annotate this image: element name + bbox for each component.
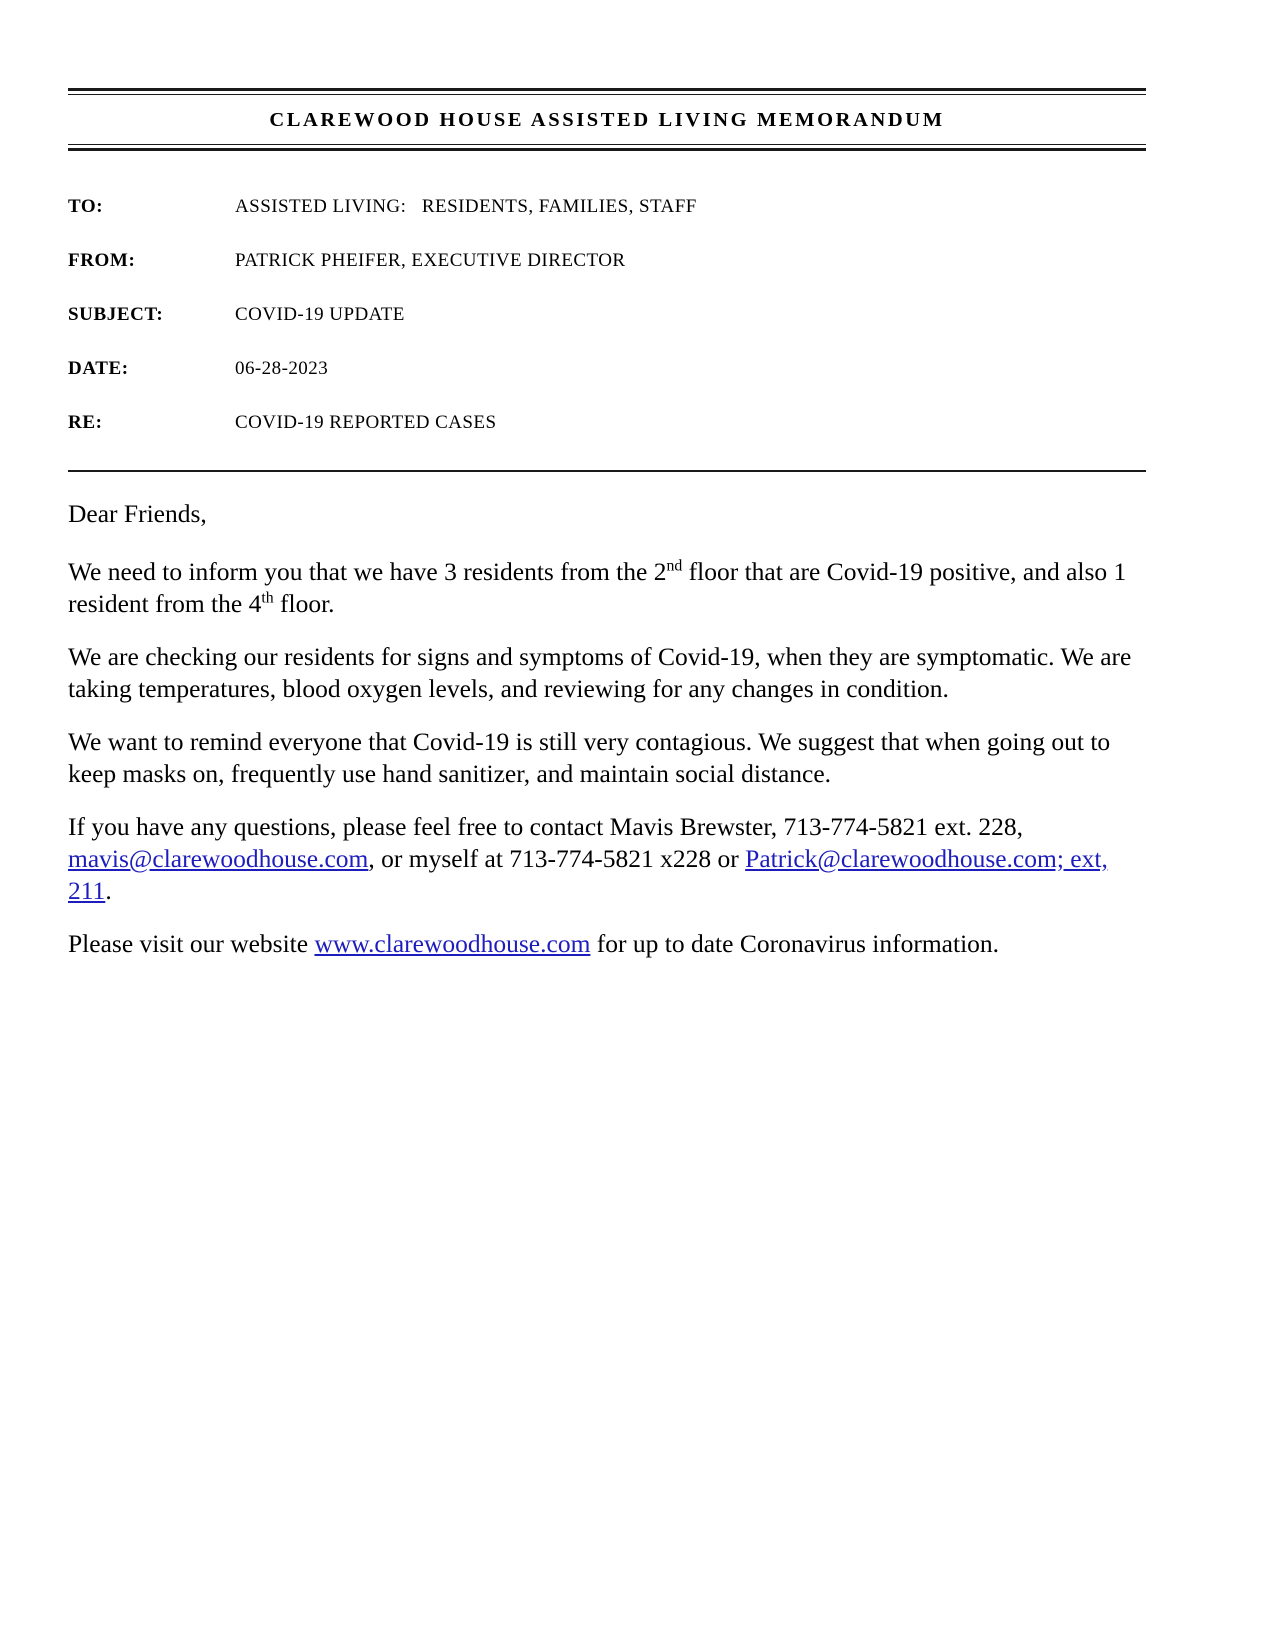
paragraph-cases-part2: floor that are Covid-19 positive, and also 1 resident from the 4: [68, 557, 1127, 618]
paragraph-precautions: We want to remind everyone that Covid-19 is still very contagious. We suggest that when going out to keep masks on, frequently use hand sanitizer, and maintain social distance.: [68, 727, 1111, 788]
memo-field-to: [68, 196, 1146, 250]
paragraph-cases-part1: We need to inform you that we have 3 residents from the 2: [68, 557, 667, 586]
memo-field-from-value: PATRICK PHEIFER, EXECUTIVE DIRECTOR: [235, 250, 626, 271]
memo-field-date: [68, 358, 1146, 412]
header-top-rule: [68, 88, 1146, 95]
email-link-patrick[interactable]: Patrick@clarewoodhouse.com; ext, 211: [68, 844, 1108, 905]
paragraph-monitoring: We are checking our residents for signs and symptoms of Covid-19, when they are symptomatic. We are taking temperatures, blood oxygen levels, and reviewing for any changes in condition.: [68, 642, 1132, 703]
memo-field-date-label: DATE:: [68, 358, 129, 379]
memo-fields: [68, 196, 1146, 466]
email-link-mavis[interactable]: mavis@clarewoodhouse.com: [68, 844, 369, 873]
paragraph-website: [68, 928, 1148, 960]
memo-field-re-value: COVID-19 REPORTED CASES: [235, 412, 497, 433]
memo-field-subject-label: SUBJECT:: [68, 304, 164, 325]
ordinal-suffix-fourth: th: [261, 589, 274, 607]
salutation: Dear Friends,: [68, 499, 207, 528]
paragraph-website-part1: Please visit our website: [68, 929, 315, 958]
memo-header: [68, 88, 1146, 151]
memo-field-subject: [68, 304, 1146, 358]
page-title: CLAREWOOD HOUSE ASSISTED LIVING MEMORANDUM: [269, 109, 945, 131]
paragraph-contact-part2: , or myself at 713-774-5821 x228 or: [368, 844, 746, 873]
paragraph-cases-part3: floor.: [273, 589, 335, 618]
paragraph-website-part2: for up to date Coronavirus information.: [590, 929, 1000, 958]
paragraph-contact-part1: If you have any questions, please feel free to contact Mavis Brewster, 713-774-5821 ext. 228,: [68, 812, 1023, 841]
memo-field-re: [68, 412, 1146, 466]
website-link[interactable]: www.clarewoodhouse.com: [314, 929, 591, 958]
memo-field-to-label: TO:: [68, 196, 104, 217]
header-bottom-rule: [68, 144, 1146, 151]
paragraph-contact-part3: .: [105, 876, 112, 905]
paragraph-cases: [68, 556, 1148, 620]
memo-field-from: [68, 250, 1146, 304]
memo-field-date-value: 06-28-2023: [235, 358, 329, 379]
memo-field-re-label: RE:: [68, 412, 103, 433]
fields-divider-rule: [68, 470, 1146, 472]
memo-field-to-value: ASSISTED LIVING: RESIDENTS, FAMILIES, STAFF: [235, 196, 697, 217]
memo-field-subject-value: COVID-19 UPDATE: [235, 304, 405, 325]
paragraph-contact: [68, 811, 1148, 907]
memo-body: [68, 498, 1148, 981]
memo-field-from-label: FROM:: [68, 250, 136, 271]
ordinal-suffix-second: nd: [666, 557, 683, 575]
